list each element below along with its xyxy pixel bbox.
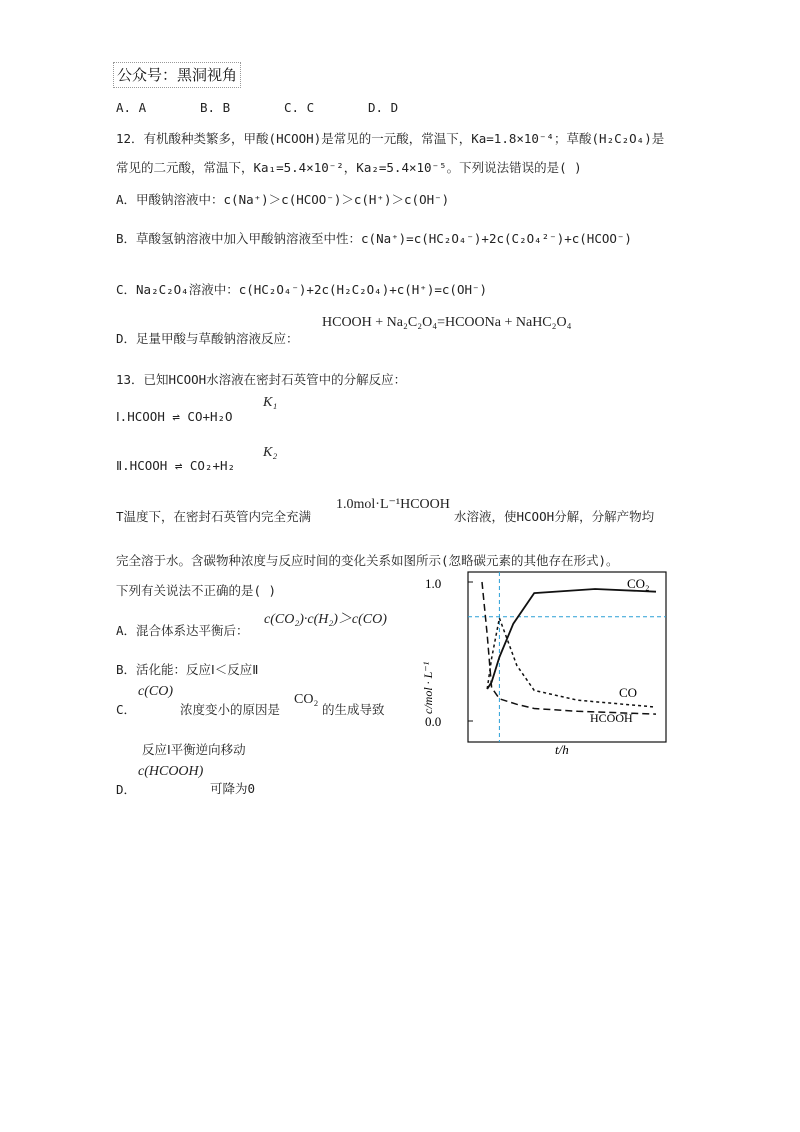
q13-option-d-label: D． <box>116 782 137 797</box>
y-tick-label-1: 1.0 <box>425 576 442 591</box>
q13-intro: 13．已知HCOOH水溶液在密封石英管中的分解反应： <box>116 372 407 387</box>
q13-option-a-expression: c(CO₂)·c(H₂)＞c(CO) <box>264 612 387 627</box>
header-watermark: 公众号：黑洞视角 <box>113 62 241 88</box>
q11-option-a: A. A <box>116 100 147 115</box>
q12-stem-line1: 12．有机酸种类繁多，甲酸(HCOOH)是常见的一元酸，常温下，Ka=1.8×10⁻⁴；草酸(H₂C₂O₄)是 <box>116 131 665 146</box>
legend-co2: CO₂ <box>627 576 650 591</box>
y-axis-label: c/mol · L⁻¹ <box>421 661 435 714</box>
q13-option-c-line2: 反应Ⅰ平衡逆向移动 <box>142 742 246 757</box>
q11-options <box>116 100 452 115</box>
q11-option-c: C. C <box>284 100 315 115</box>
q12-option-c: C．Na₂C₂O₄溶液中：c(HC₂O₄⁻)+2c(H₂C₂O₄)+c(H⁺)=c(OH⁻) <box>116 282 488 297</box>
q12-option-a: A．甲酸钠溶液中：c(Na⁺)＞c(HCOO⁻)＞c(H⁺)＞c(OH⁻) <box>116 192 450 207</box>
q13-stem-line2: 完全溶于水。含碳物种浓度与反应时间的变化关系如图所示(忽略碳元素的其他存在形式)。 <box>116 553 619 568</box>
concentration-time-chart <box>420 566 670 766</box>
q13-text-prefix: T温度下，在密封石英管内完全充满 <box>116 509 312 524</box>
q11-option-d: D. D <box>368 100 399 115</box>
plot-frame <box>468 572 666 742</box>
q13-initial-concentration: 1.0mol·L⁻¹HCOOH <box>336 497 450 512</box>
x-axis-label: t/h <box>555 742 569 757</box>
q11-option-b: B. B <box>200 100 231 115</box>
q13-option-b: B．活化能：反应Ⅰ＜反应Ⅱ <box>116 662 259 677</box>
legend-co: CO <box>619 685 638 700</box>
series-line-co2 <box>487 589 656 689</box>
q13-option-a-label: A．混合体系达平衡后： <box>116 623 249 638</box>
legend-hcooh: HCOOH <box>590 711 633 725</box>
q13-reaction-1: Ⅰ.HCOOH ⇌ CO+H₂O <box>116 409 233 424</box>
q13-k1: K₁ <box>263 395 278 410</box>
q13-option-c-co: c(CO) <box>138 684 173 699</box>
q13-option-c-mid: 浓度变小的原因是 <box>180 702 281 717</box>
q12-option-b: B．草酸氢钠溶液中加入甲酸钠溶液至中性：c(Na⁺)=c(HC₂O₄⁻)+2c(C₂O₄²⁻)+c(HCOO⁻) <box>116 231 632 246</box>
q12-stem-line2: 常见的二元酸，常温下，Ka₁=5.4×10⁻²，Ka₂=5.4×10⁻⁵。下列说法错误的是( ) <box>116 160 582 175</box>
q12-option-d-label: D．足量甲酸与草酸钠溶液反应： <box>116 331 299 346</box>
y-tick-label-0: 0.0 <box>425 714 442 729</box>
q13-stem-line3: 下列有关说法不正确的是( ) <box>116 583 277 598</box>
q13-option-c-label: C． <box>116 702 137 717</box>
q13-option-d-hcooh: c(HCOOH) <box>138 764 204 779</box>
q12-option-d-equation: HCOOH + Na₂C₂O₄=HCOONa + NaHC₂O₄ <box>322 315 572 330</box>
q13-option-c-co2: CO₂ <box>294 692 319 707</box>
q13-text-suffix: 水溶液，使HCOOH分解，分解产物均 <box>454 509 655 524</box>
q13-option-c-end: 的生成导致 <box>322 702 385 717</box>
q13-option-d-end: 可降为0 <box>210 781 256 796</box>
q13-reaction-2: Ⅱ.HCOOH ⇌ CO₂+H₂ <box>116 458 236 473</box>
q13-k2: K₂ <box>263 445 278 460</box>
